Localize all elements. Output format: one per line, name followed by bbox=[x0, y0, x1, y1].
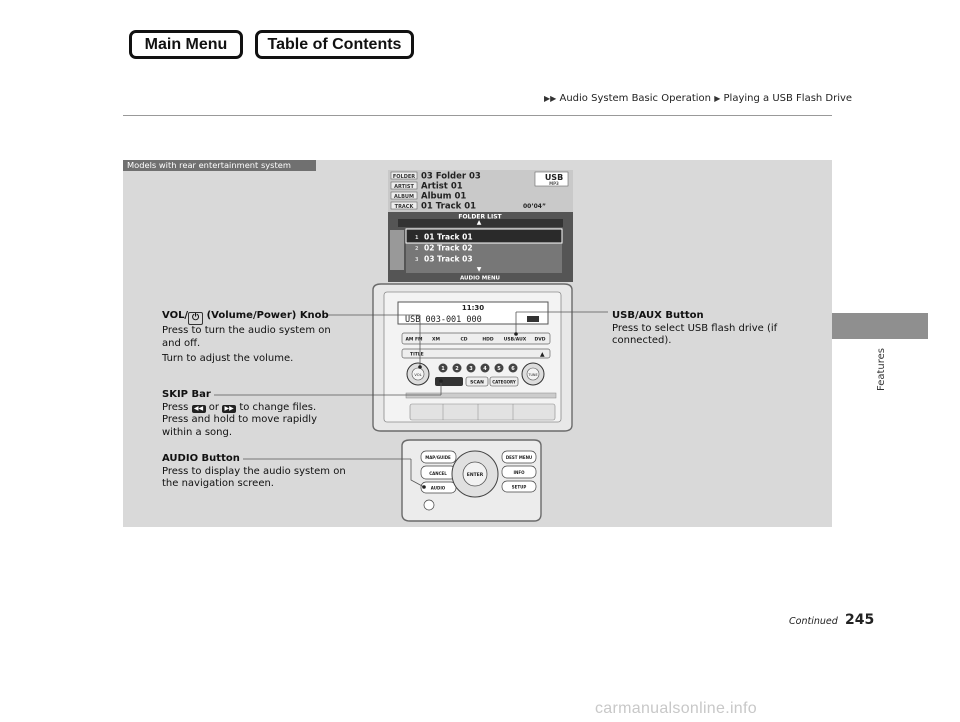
unit-button-cd: CD bbox=[460, 337, 468, 343]
skip-back-icon: ◀◀ bbox=[192, 405, 206, 413]
section-label: Features bbox=[876, 348, 887, 391]
unit-button-am-fm: AM FM bbox=[405, 337, 423, 343]
screen-row-tag: FOLDER bbox=[392, 173, 416, 180]
vol-knob-callout: VOL/ ⏻ (Volume/Power) Knob Press to turn the audio system on and off. Turn to adjust the volume. bbox=[162, 310, 331, 364]
nav-button-dest-menu: DEST MENU bbox=[505, 455, 533, 460]
svg-text:2: 2 bbox=[415, 246, 419, 252]
continued-label: Continued bbox=[789, 616, 838, 627]
svg-text:4: 4 bbox=[483, 365, 487, 372]
screen-row-value: 01 Track 01 bbox=[421, 201, 477, 212]
unit-scan-button: SCAN bbox=[470, 380, 484, 386]
svg-text:3: 3 bbox=[415, 257, 419, 263]
nav-enter-button: ENTER bbox=[466, 473, 484, 478]
audio-menu-label: AUDIO MENU bbox=[459, 275, 501, 282]
svg-text:6: 6 bbox=[511, 365, 515, 372]
tune-knob-label: TUNE bbox=[528, 373, 538, 377]
folder-list-item: 01 Track 01 bbox=[424, 232, 473, 242]
scroll-down-icon: ▼ bbox=[476, 266, 482, 273]
nav-button-setup: SETUP bbox=[511, 484, 527, 490]
usb-badge: USB bbox=[544, 173, 564, 182]
breadcrumb-arrow-icon: ▶▶ bbox=[544, 94, 557, 103]
skip-bar-callout: SKIP Bar Press ◀◀ or ▶▶ to change files. Press and hold to move rapidly within a song. bbox=[162, 389, 317, 438]
page-number: 245 bbox=[845, 612, 875, 628]
screen-row-tag: ARTIST bbox=[394, 183, 414, 190]
scroll-up-icon: ▲ bbox=[476, 219, 482, 226]
breadcrumb-arrow-icon: ▶ bbox=[714, 94, 721, 103]
screen-time: 00’04” bbox=[523, 203, 546, 210]
table-of-contents-button[interactable]: Table of Contents bbox=[255, 30, 414, 59]
eject-icon: ▲ bbox=[540, 351, 545, 358]
svg-text:1: 1 bbox=[441, 365, 445, 372]
usb-badge-sub: MP3 bbox=[549, 181, 559, 186]
main-menu-button[interactable]: Main Menu bbox=[129, 30, 243, 59]
breadcrumb-current: Playing a USB Flash Drive bbox=[723, 93, 853, 104]
power-icon: ⏻ bbox=[188, 312, 203, 325]
unit-title-button: TITLE bbox=[410, 352, 424, 358]
usb-aux-button-callout: USB/AUX Button Press to select USB flash drive (if connected). bbox=[612, 310, 778, 346]
nav-button-info: INFO bbox=[513, 470, 525, 475]
svg-text:2: 2 bbox=[455, 365, 459, 372]
unit-display: USB 003-001 000 bbox=[405, 315, 482, 325]
nav-button-audio: AUDIO bbox=[430, 485, 446, 491]
skip-forward-icon: ▶▶ bbox=[222, 405, 236, 413]
unit-clock: 11:30 bbox=[461, 304, 485, 312]
vol-knob-label: VOL bbox=[414, 373, 422, 377]
panel-tag: Models with rear entertainment system bbox=[123, 160, 316, 171]
unit-category-button: CATEGORY bbox=[492, 379, 516, 385]
unit-button-usb-aux: USB/AUX bbox=[503, 337, 527, 343]
audio-button-callout: AUDIO Button Press to display the audio system on the navigation screen. bbox=[162, 453, 346, 489]
nav-button-map-guide: MAP/GUIDE bbox=[425, 455, 451, 460]
screen-row-tag: ALBUM bbox=[394, 193, 414, 200]
unit-button-hdd: HDD bbox=[482, 337, 494, 343]
svg-text:5: 5 bbox=[497, 365, 501, 372]
svg-text:3: 3 bbox=[469, 365, 473, 372]
screen-row-value: Album 01 bbox=[421, 191, 467, 202]
screen-row-value: Artist 01 bbox=[421, 181, 463, 192]
unit-button-dvd: DVD bbox=[534, 337, 546, 343]
screen-row-tag: TRACK bbox=[394, 203, 414, 210]
folder-list-item: 03 Track 03 bbox=[424, 254, 473, 264]
folder-list-item: 02 Track 02 bbox=[424, 243, 473, 253]
nav-button-cancel: CANCEL bbox=[429, 471, 447, 476]
unit-button-xm: XM bbox=[432, 337, 440, 343]
folder-list-title: FOLDER LIST bbox=[458, 213, 502, 221]
breadcrumb-link-basic-operation[interactable]: Audio System Basic Operation bbox=[559, 93, 711, 104]
screen-row-value: 03 Folder 03 bbox=[421, 171, 481, 182]
watermark: carmanualsonline.info bbox=[595, 700, 757, 717]
svg-text:1: 1 bbox=[415, 235, 419, 241]
